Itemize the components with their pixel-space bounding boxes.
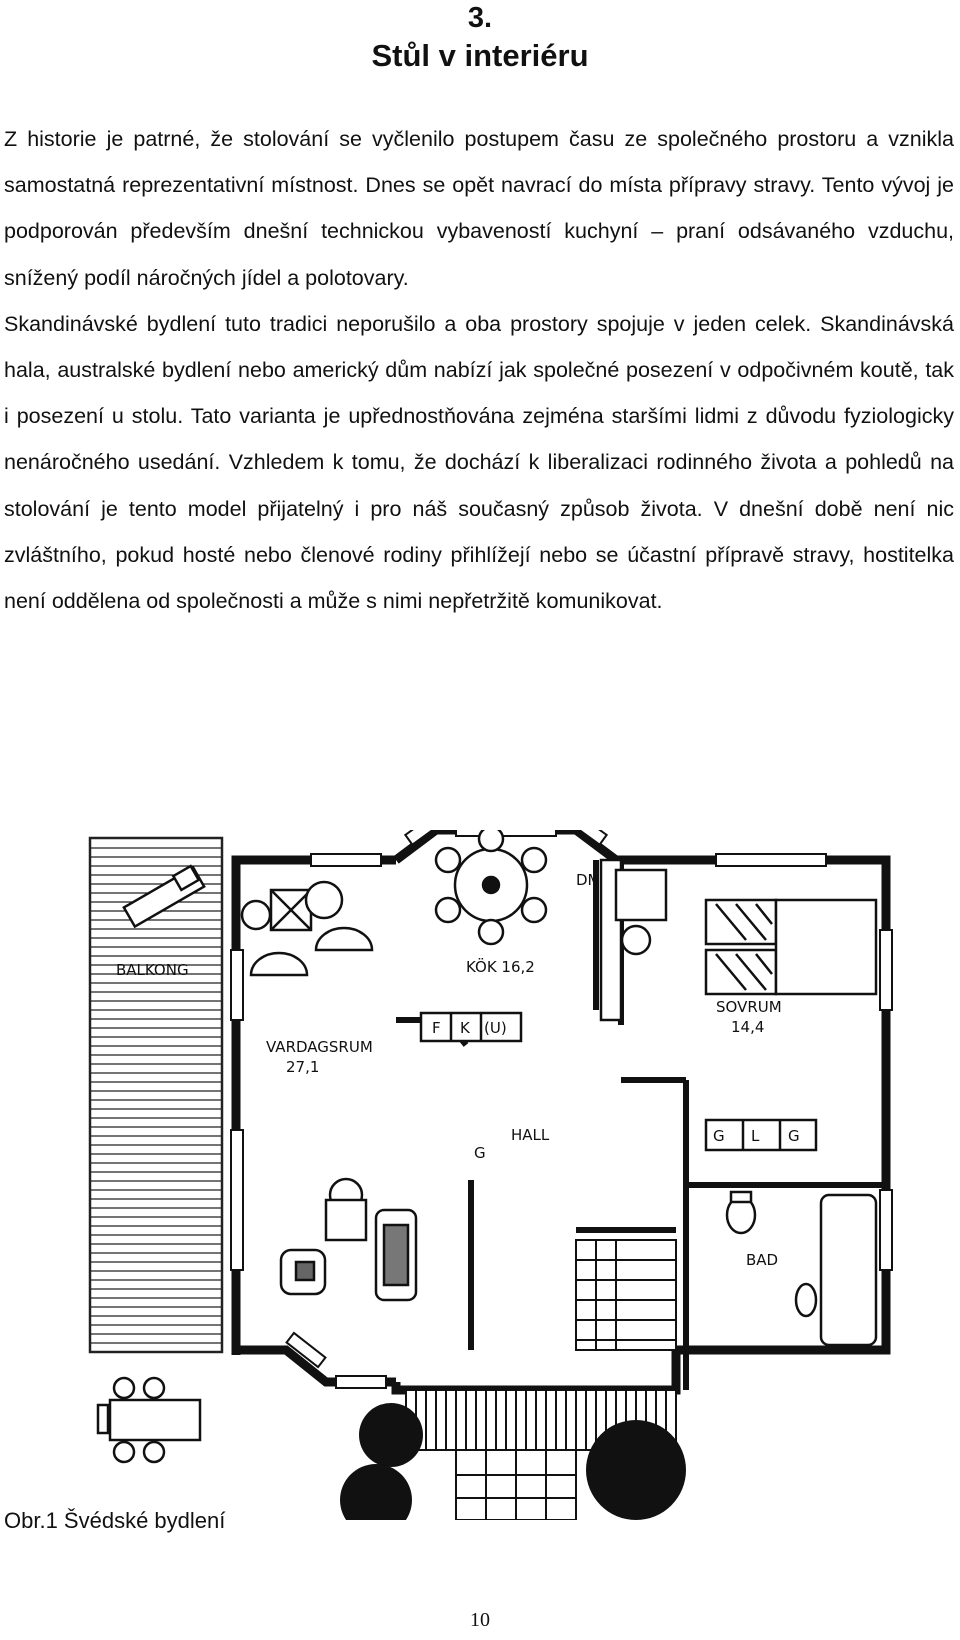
figure-caption: Obr.1 Švédské bydlení [4, 1508, 226, 1533]
label-sovrum: SOVRUM [716, 998, 782, 1016]
label-vardagsrum-area: 27,1 [286, 1058, 320, 1076]
dining-table [436, 830, 546, 944]
label-balkong: BALKONG [116, 961, 189, 979]
chapter-number: 3. [467, 2, 493, 34]
page-number: 10 [470, 1609, 490, 1631]
label-g-hall: G [474, 1144, 486, 1162]
floor-plan [76, 830, 896, 1520]
staircase [576, 1240, 676, 1350]
living-room-furniture [242, 882, 416, 1300]
label-l: L [751, 1127, 760, 1145]
label-g2: G [788, 1127, 800, 1145]
label-dm: DM [576, 871, 601, 889]
paragraph-1: Z historie je patrné, že stolování se vyčlenilo postupem času ze společného prostoru a vznikla samostatná reprezentativní místnost. Dnes se opět navrací do místa přípravy stravy. Tento vývoj je podporován především dnešní technickou vybaveností kuchyní – praní odsávaného vzduchu, snížený podíl náročných jídel a polotovary. [4, 127, 954, 290]
label-f: F [432, 1019, 441, 1037]
label-sovrum-area: 14,4 [731, 1018, 765, 1036]
label-hall: HALL [511, 1126, 550, 1144]
chapter-title: Stůl v interiéru [371, 38, 589, 73]
balcony-table [98, 1378, 200, 1462]
label-u: (U) [484, 1019, 507, 1037]
label-kok: KÖK 16,2 [466, 958, 535, 976]
label-bad: BAD [746, 1251, 779, 1269]
label-g1: G [713, 1127, 725, 1145]
body-text [4, 116, 954, 624]
paragraph-2: Skandinávské bydlení tuto tradici neporušilo a oba prostory spojuje v jeden celek. Skandinávská hala, australské bydlení nebo americký dům nabízí jak společné posezení v odpočivném koutě, tak i posezení u stolu. Tato varianta je upřednostňována zejména staršími lidmi z důvodu fyziologicky nenáročného usedání. Vzhledem k tomu, že dochází k liberalizaci rodinného života a pohledů na stolování je tento model přijatelný i pro náš současný způsob života. V dnešní době není nic zvláštního, pokud hosté nebo členové rodiny přihlížejí nebo se účastní přípravě stravy, hostitelka není oddělena od společnosti a může s nimi nepřetržitě komunikovat. [4, 311, 954, 614]
label-k: K [460, 1019, 470, 1037]
label-vardagsrum: VARDAGSRUM [266, 1038, 373, 1056]
